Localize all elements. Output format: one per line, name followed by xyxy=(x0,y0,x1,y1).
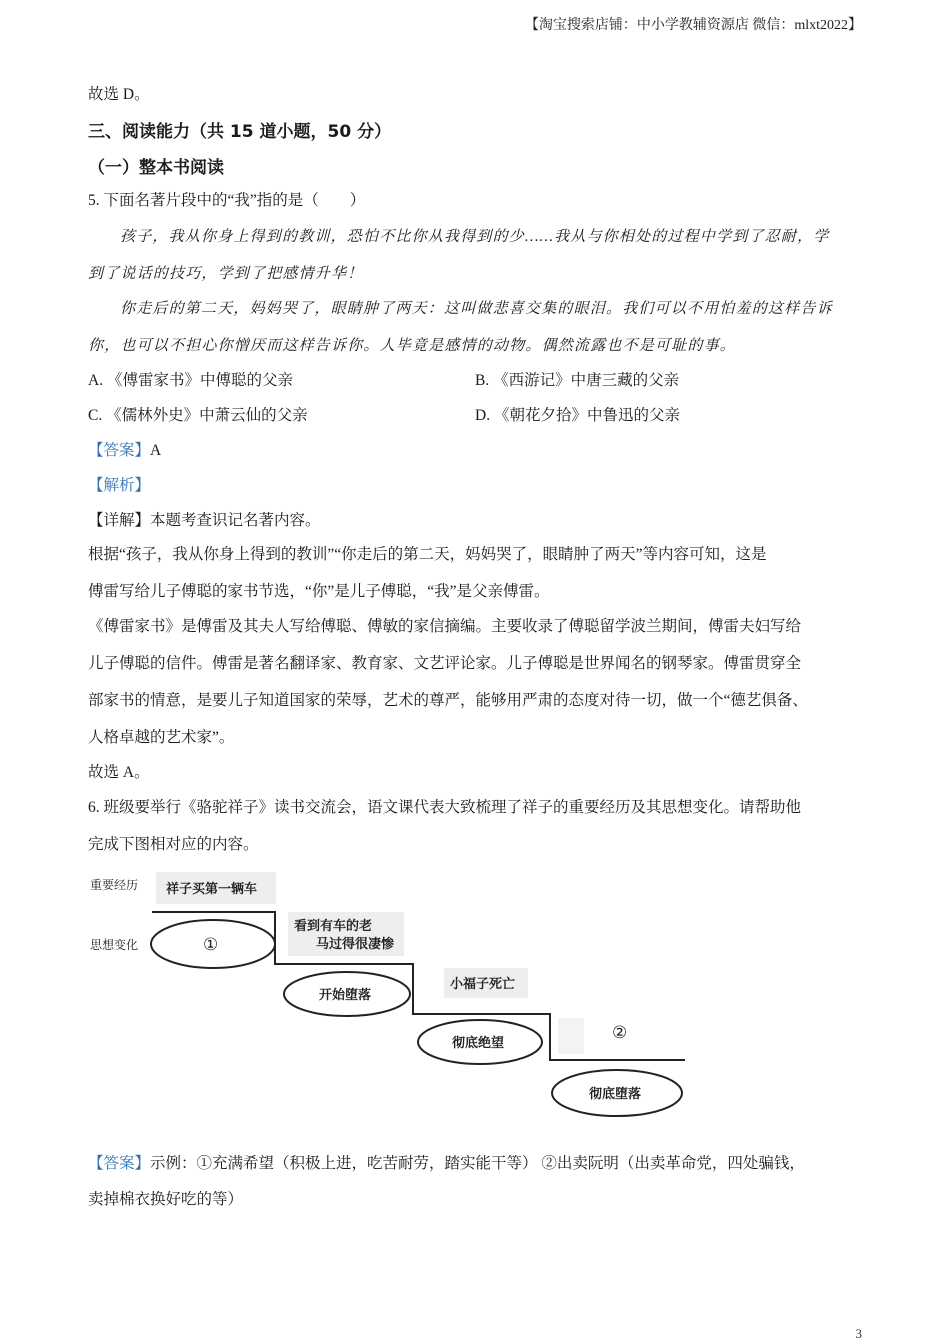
answer-tag: 【答案】 xyxy=(88,1155,151,1172)
detail-tag: 【详解】 xyxy=(88,512,151,529)
q6-stem-line: 完成下图相对应的内容。 xyxy=(88,836,259,853)
q5-answer xyxy=(88,438,161,460)
page-number: 3 xyxy=(855,1326,862,1341)
q5-stem: 5. 下面名著片段中的“我”指的是（ ） xyxy=(88,192,366,209)
option-b: B. 《西游记》中唐三藏的父亲 xyxy=(475,372,680,389)
explanation-line: 《傅雷家书》是傅雷及其夫人写给傅聪、傅敏的家信摘编。主要收录了傅聪留学波兰期间，傅雷夫妇写给 xyxy=(88,618,802,635)
section-title: 三、阅读能力（共 15 道小题，50 分） xyxy=(88,122,392,142)
row-label-experience: 重要经历 xyxy=(90,878,139,892)
analysis-tag: 【解析】 xyxy=(88,477,151,494)
experience-label-line: 马过得很凄惨 xyxy=(316,937,395,952)
option-c: C. 《儒林外史》中萧云仙的父亲 xyxy=(88,407,308,424)
explanation-line: 根据“孩子，我从你身上得到的教训”“你走后的第二天，妈妈哭了，眼睛肿了两天”等内容可知，这是 xyxy=(88,546,767,563)
option-a: A. 《傅雷家书》中傅聪的父亲 xyxy=(88,372,293,389)
explanation-line: 部家书的情意，是要儿子知道国家的荣辱，艺术的尊严，能够用严肃的态度对待一切，做一个“德艺俱备、 xyxy=(88,692,808,709)
quote-line: 你，也可以不担心你憎厌而这样告诉你。人毕竟是感情的动物。偶然流露也不是可耻的事。 xyxy=(88,338,737,354)
experience-label-line: 看到有车的老 xyxy=(294,919,373,934)
q5-conclusion: 故选 A。 xyxy=(88,764,150,781)
change-label: 彻底堕落 xyxy=(589,1087,642,1102)
change-label: 彻底绝望 xyxy=(452,1036,505,1051)
answer-text: 示例：①充满希望（积极上进，吃苦耐劳，踏实能干等） ②出卖阮明（出卖革命党，四处骗钱， xyxy=(150,1155,805,1172)
experience-label: 小福子死亡 xyxy=(450,977,516,992)
answer-tag: 【答案】 xyxy=(88,442,151,459)
page-header: 【淘宝搜索店铺：中小学教辅资源店 微信：mlxt2022】 xyxy=(524,18,862,33)
option-d: D. 《朝花夕拾》中鲁迅的父亲 xyxy=(475,407,680,424)
experience-box xyxy=(558,1018,584,1054)
section-subtitle: （一）整本书阅读 xyxy=(88,158,224,178)
detail-intro: 本题考查识记名著内容。 xyxy=(150,512,321,529)
previous-answer: 故选 D。 xyxy=(88,86,150,103)
experience-label: 祥子买第一辆车 xyxy=(166,882,258,897)
explanation-line: 儿子傅聪的信件。傅雷是著名翻译家、教育家、文艺评论家。儿子傅聪是世界闻名的钢琴家。傅雷贯穿全 xyxy=(88,655,802,672)
experience-diagram xyxy=(80,862,700,1124)
experience-label: ② xyxy=(612,1023,628,1043)
explanation-line: 傅雷写给儿子傅聪的家书节选，“你”是儿子傅聪，“我”是父亲傅雷。 xyxy=(88,583,550,600)
quote-line: 你走后的第二天，妈妈哭了，眼睛肿了两天：这叫做悲喜交集的眼泪。我们可以不用怕羞的这样告诉 xyxy=(120,301,833,317)
q5-detail xyxy=(88,508,321,530)
quote-line: 孩子，我从你身上得到的教训，恐怕不比你从我得到的少……我从与你相处的过程中学到了忍耐，学 xyxy=(120,229,830,245)
answer-value: A xyxy=(150,442,162,459)
change-label: ① xyxy=(203,935,219,955)
q6-answer-continued: 卖掉棉衣换好吃的等） xyxy=(88,1191,244,1208)
quote-line: 到了说话的技巧，学到了把感情升华！ xyxy=(88,266,364,282)
row-label-change: 思想变化 xyxy=(90,938,139,952)
change-label: 开始堕落 xyxy=(319,988,372,1003)
explanation-line: 人格卓越的艺术家”。 xyxy=(88,729,235,746)
q6-answer xyxy=(88,1151,805,1173)
q6-stem-line: 6. 班级要举行《骆驼祥子》读书交流会，语文课代表大致梳理了祥子的重要经历及其思想变化。请帮助他 xyxy=(88,799,802,816)
